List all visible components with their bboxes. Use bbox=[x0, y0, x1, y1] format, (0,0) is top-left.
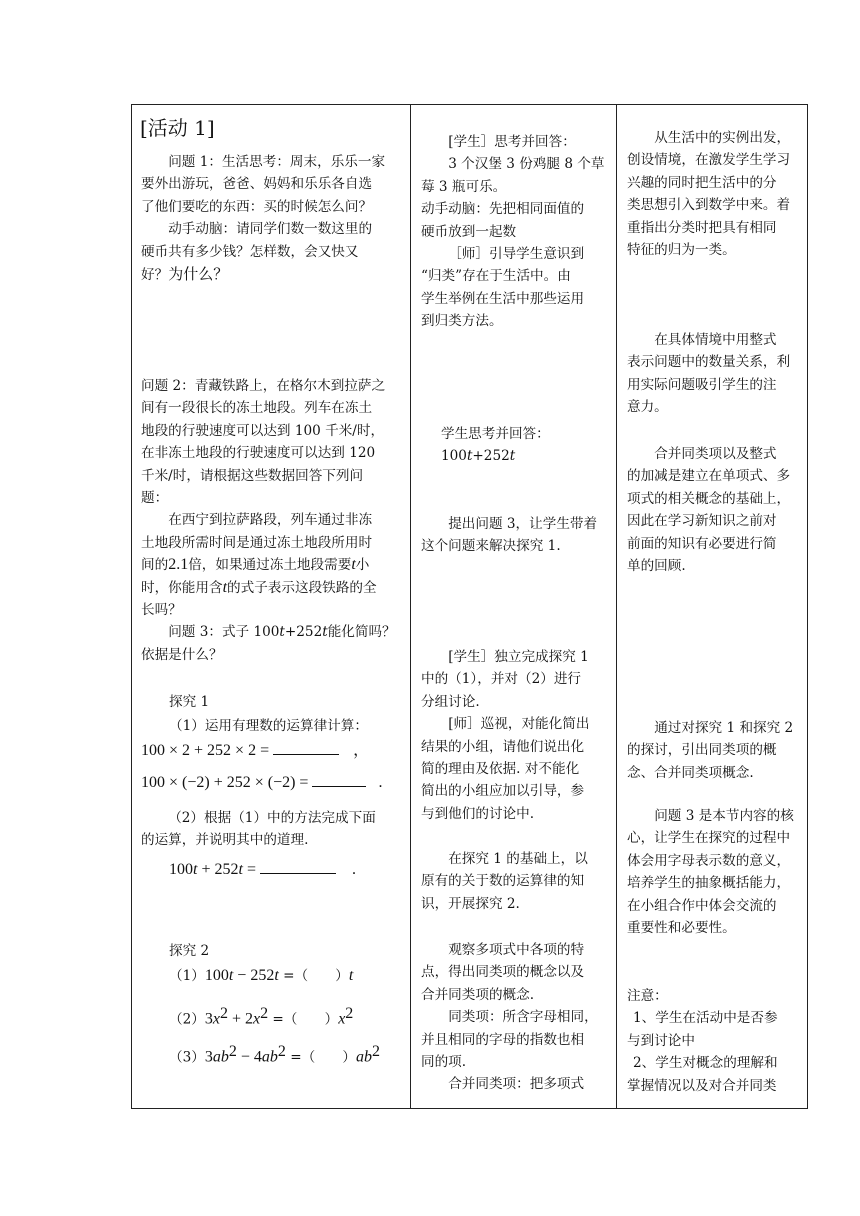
question-2-line: 千米/时，请根据这些数据回答下列问 bbox=[141, 467, 364, 484]
question-3-text: +252 bbox=[284, 624, 323, 641]
text-line: 在小组合作中体会交流的 bbox=[627, 897, 777, 914]
variable-x: x bbox=[338, 1010, 346, 1028]
variable-t: t bbox=[322, 624, 328, 641]
equation-punct: . bbox=[351, 861, 356, 878]
exponent: 2 bbox=[228, 1043, 237, 1060]
text-line: 结果的小组，请他们说出化 bbox=[421, 738, 585, 755]
combine-like-terms-definition: 合并同类项：把多项式 bbox=[448, 1076, 585, 1093]
text-line: 观察多项式中各项的特 bbox=[448, 942, 585, 958]
teacher-prompt-question-3 bbox=[421, 513, 611, 558]
problem-text: 的式子表示这段铁路的全 bbox=[227, 579, 377, 596]
equation-text: = bbox=[242, 861, 256, 878]
text-line: 念、合并同类项概念. bbox=[627, 764, 754, 781]
item-2-line: （2）根据（1）中的方法完成下面 bbox=[168, 810, 376, 826]
question-3-text: 问题 3：式子 100 bbox=[168, 624, 280, 641]
lesson-table bbox=[131, 104, 808, 1109]
variable-ab: ab bbox=[212, 1048, 229, 1066]
note-line: 掌握情况以及对合并同类 bbox=[627, 1077, 777, 1094]
equation-text: − 4 bbox=[236, 1048, 262, 1066]
problem-line: 土地段所需时间是通过冻土地段所用时 bbox=[141, 534, 373, 551]
student-teacher-activity-cell bbox=[411, 105, 617, 1109]
equation-text: 100 bbox=[204, 967, 229, 984]
problem-line: 在西宁到拉萨路段，列车通过非冻 bbox=[168, 512, 373, 529]
text-line: 体会用字母表示数的意义， bbox=[627, 852, 791, 869]
hands-on-line bbox=[141, 263, 403, 286]
text-line: 分组讨论. bbox=[421, 693, 480, 710]
answer-parentheses: =（ ） bbox=[285, 1049, 356, 1066]
text-line: [学生］独立完成探究 1 bbox=[448, 649, 589, 665]
problem-line bbox=[141, 577, 405, 599]
exploration-2-item-1 bbox=[169, 965, 353, 987]
variable-x: x bbox=[212, 1010, 220, 1028]
text-line: 的加减是建立在单项式、多 bbox=[627, 468, 791, 485]
text-line: 3 个汉堡 3 份鸡腿 8 个草 bbox=[448, 156, 605, 173]
expression-text: 100 bbox=[441, 448, 467, 465]
question-3-line bbox=[141, 621, 405, 643]
equation-text: 3 bbox=[204, 1010, 213, 1028]
problem-text: 小 bbox=[355, 557, 370, 574]
variable-t: t bbox=[466, 448, 473, 465]
text-line: 意力。 bbox=[627, 399, 668, 416]
question-1-line: 要外出游玩，爸爸、妈妈和乐乐各自选 bbox=[141, 176, 373, 193]
question-2-line: 间有一段很长的冻土地段。列车在冻土 bbox=[141, 400, 373, 417]
equation-text: − 252 bbox=[233, 967, 275, 984]
answer-blank bbox=[260, 857, 336, 874]
text-line: 硬币放到一起数 bbox=[421, 223, 517, 240]
text-line: 前面的知识有必要进行简 bbox=[627, 535, 777, 552]
exploration-1-item-1: （1）运用有理数的运算律计算： bbox=[169, 718, 368, 734]
note-line: 1、学生在活动中是否参 bbox=[633, 1010, 778, 1027]
item-2-line: 的运算，并说明其中的道理. bbox=[141, 832, 309, 849]
text-line: 心，让学生在探究的过程中 bbox=[627, 830, 791, 847]
variable-ab: ab bbox=[261, 1048, 278, 1066]
question-1 bbox=[141, 151, 403, 286]
exploration-2-item-3 bbox=[169, 1041, 380, 1069]
expression-line bbox=[441, 445, 550, 467]
question-1-line: 问题 1：生活思考：周末，乐乐一家 bbox=[168, 154, 386, 170]
text-line: 特征的归为一类。 bbox=[627, 242, 736, 259]
variable-t: t bbox=[509, 448, 516, 465]
attention-notes bbox=[627, 985, 807, 1097]
text-line: 表示问题中的数量关系，利 bbox=[627, 354, 791, 371]
exploration-1-equation-2 bbox=[141, 770, 382, 794]
text-line: 提出问题 3，让学生带着 bbox=[448, 516, 598, 532]
variable-t: t bbox=[238, 861, 243, 878]
text-line: 项式的相关概念的基础上， bbox=[627, 490, 791, 507]
student-response-2 bbox=[441, 423, 550, 468]
text-line: 创设情境，在激发学生学习 bbox=[627, 152, 791, 169]
question-2-line: 题： bbox=[141, 490, 169, 507]
text-line: 从生活中的实例出发， bbox=[654, 130, 791, 146]
text-line: 与到他们的讨论中. bbox=[421, 805, 535, 822]
variable-x: x bbox=[252, 1010, 261, 1028]
exponent: 2 bbox=[371, 1043, 380, 1060]
variable-t: t bbox=[274, 967, 279, 984]
question-1-line: 了他们要吃的东西：买的时候怎么问？ bbox=[141, 198, 373, 215]
text-line: 合并同类项的概念. bbox=[421, 986, 535, 1003]
equation-text: 100 × (−2) + 252 × (−2) = bbox=[141, 774, 309, 791]
design-intent-cell bbox=[617, 105, 808, 1109]
hands-on-why: 为什么？ bbox=[168, 265, 229, 284]
hands-on-line: 动手动脑：请同学们数一数这里的 bbox=[168, 221, 373, 238]
text-line: [学生］思考并回答： bbox=[448, 134, 576, 150]
equation-text: 3 bbox=[204, 1048, 213, 1066]
hands-on-text: 好？ bbox=[141, 267, 169, 284]
text-line: 动手动脑：先把相同面值的 bbox=[421, 201, 585, 218]
variable-t: t bbox=[351, 556, 356, 574]
text-line: 的探讨，引出同类项的概 bbox=[627, 742, 777, 759]
equation-text: + 2 bbox=[227, 1010, 253, 1028]
text-line: 用实际问题吸引学生的注 bbox=[627, 376, 777, 393]
text-line: 重要性和必要性。 bbox=[627, 920, 736, 937]
student-response-1 bbox=[421, 131, 611, 333]
exploration-2-title: 探究 2 bbox=[169, 943, 210, 959]
note-line: 2、学生对概念的理解和 bbox=[633, 1055, 778, 1072]
text-line: 类思想引入到数学中来。着 bbox=[627, 197, 791, 214]
item-number: （1） bbox=[169, 968, 205, 984]
item-number: （2） bbox=[169, 1011, 205, 1028]
design-note-5 bbox=[627, 805, 805, 939]
text-line: 重指出分类时把具有相同 bbox=[627, 219, 777, 236]
design-note-1 bbox=[627, 127, 805, 261]
exploration-1-equation-3 bbox=[169, 857, 356, 881]
text-line: 在探究 1 的基础上，以 bbox=[448, 851, 588, 867]
text-line: 到归类方法。 bbox=[421, 313, 503, 330]
equation-text: 100 × 2 + 252 × 2 = bbox=[141, 742, 270, 759]
variable-t: t bbox=[228, 967, 234, 984]
problem-text: 倍，如果通过冻土地段需要 bbox=[188, 557, 352, 574]
text-line: 学生举例在生活中那些运用 bbox=[421, 290, 585, 307]
exponent: 2 bbox=[277, 1043, 286, 1060]
design-note-3 bbox=[627, 443, 805, 577]
hands-on-line: 硬币共有多少钱？怎样数，会又快又 bbox=[141, 243, 359, 260]
notes-title: 注意： bbox=[627, 988, 668, 1004]
question-2-line: 问题 2：青藏铁路上，在格尔木到拉萨之 bbox=[141, 378, 386, 394]
problem-text: 间的 bbox=[141, 557, 169, 574]
text-line: 原有的关于数的运算律的知 bbox=[421, 873, 585, 890]
text-line: 学生思考并回答： bbox=[441, 426, 550, 442]
text-line: 因此在学习新知识之前对 bbox=[627, 513, 777, 530]
equation-punct: ， bbox=[353, 742, 370, 759]
answer-parentheses: =（ ） bbox=[268, 1011, 339, 1028]
equation-text: + 252 bbox=[197, 861, 239, 878]
text-line: “归类”存在于生活中。由 bbox=[421, 268, 571, 285]
activity-content-cell bbox=[132, 105, 411, 1109]
design-note-2 bbox=[627, 329, 805, 419]
answer-blank bbox=[273, 738, 339, 755]
note-line: 与到讨论中 bbox=[627, 1032, 695, 1049]
text-line: ［师］引导学生意识到 bbox=[448, 246, 585, 263]
text-line: 中的（1），并对（2）进行 bbox=[421, 671, 582, 688]
text-line: 简的理由及依据. 对不能化 bbox=[421, 761, 580, 778]
exploration-2-intro bbox=[421, 848, 615, 915]
text-line: 简出的小组应加以引导，参 bbox=[421, 783, 585, 800]
answer-parentheses: =（ ） bbox=[278, 968, 349, 984]
question-2 bbox=[141, 375, 405, 666]
text-line: [师］巡视，对能化简出 bbox=[448, 716, 590, 733]
text-line: 兴趣的同时把生活中的分 bbox=[627, 174, 777, 191]
text-line: 莓 3 瓶可乐。 bbox=[421, 178, 507, 195]
text-line: 问题 3 是本节内容的核 bbox=[654, 808, 794, 824]
text-line: 合并同类项以及整式 bbox=[654, 446, 777, 462]
question-3-line: 依据是什么？ bbox=[141, 646, 223, 663]
variable-t: t bbox=[348, 967, 354, 984]
exploration-2-item-2 bbox=[169, 1003, 353, 1031]
like-terms-definition: 同类项：所含字母相同， bbox=[448, 1009, 598, 1026]
activity-title: [活动 1] bbox=[140, 116, 215, 140]
question-3-text: 能化简吗？ bbox=[327, 624, 396, 641]
item-number: （3） bbox=[169, 1049, 205, 1066]
text-line: 识，开展探究 2. bbox=[421, 895, 520, 912]
text-line: 点，得出同类项的概念以及 bbox=[421, 964, 585, 981]
exponent: 2 bbox=[260, 1005, 269, 1022]
exploration-1-title: 探究 1 bbox=[169, 694, 210, 710]
text-line: 通过对探究 1 和探究 2 bbox=[654, 720, 794, 736]
variable-t: t bbox=[279, 624, 285, 641]
exponent: 2 bbox=[219, 1005, 228, 1022]
exploration-1-equation-1 bbox=[141, 738, 369, 762]
answer-blank bbox=[312, 770, 366, 787]
exploration-1-item-2 bbox=[141, 807, 405, 852]
variable-t: t bbox=[222, 578, 228, 596]
variable-t: t bbox=[193, 861, 198, 878]
text-line: 这个问题来解决探究 1. bbox=[421, 538, 561, 555]
like-terms-definition: 同的项. bbox=[421, 1054, 467, 1071]
concept-definitions bbox=[421, 939, 615, 1096]
text-line: 在具体情境中用整式 bbox=[654, 332, 777, 348]
table-row bbox=[132, 105, 808, 1109]
question-2-line: 地段的行驶速度可以达到 100 千米/时， bbox=[141, 422, 385, 439]
equation-text: 100 bbox=[169, 861, 193, 878]
equation-punct: . bbox=[378, 774, 383, 791]
design-note-4 bbox=[627, 717, 805, 784]
variable-ab: ab bbox=[355, 1048, 372, 1066]
problem-text: 时，你能用含 bbox=[141, 579, 223, 596]
expression-text: +252 bbox=[472, 448, 510, 465]
exponent: 2 bbox=[345, 1005, 354, 1022]
problem-line: 长吗？ bbox=[141, 602, 182, 619]
ratio-value: 2.1 bbox=[168, 556, 189, 574]
like-terms-definition: 并且相同的字母的指数也相 bbox=[421, 1031, 585, 1048]
problem-line bbox=[141, 554, 405, 576]
student-group-work bbox=[421, 646, 615, 825]
text-line: 单的回顾. bbox=[627, 558, 686, 575]
question-2-line: 在非冻土地段的行驶速度可以达到 120 bbox=[141, 445, 376, 462]
text-line: 培养学生的抽象概括能力， bbox=[627, 875, 791, 892]
